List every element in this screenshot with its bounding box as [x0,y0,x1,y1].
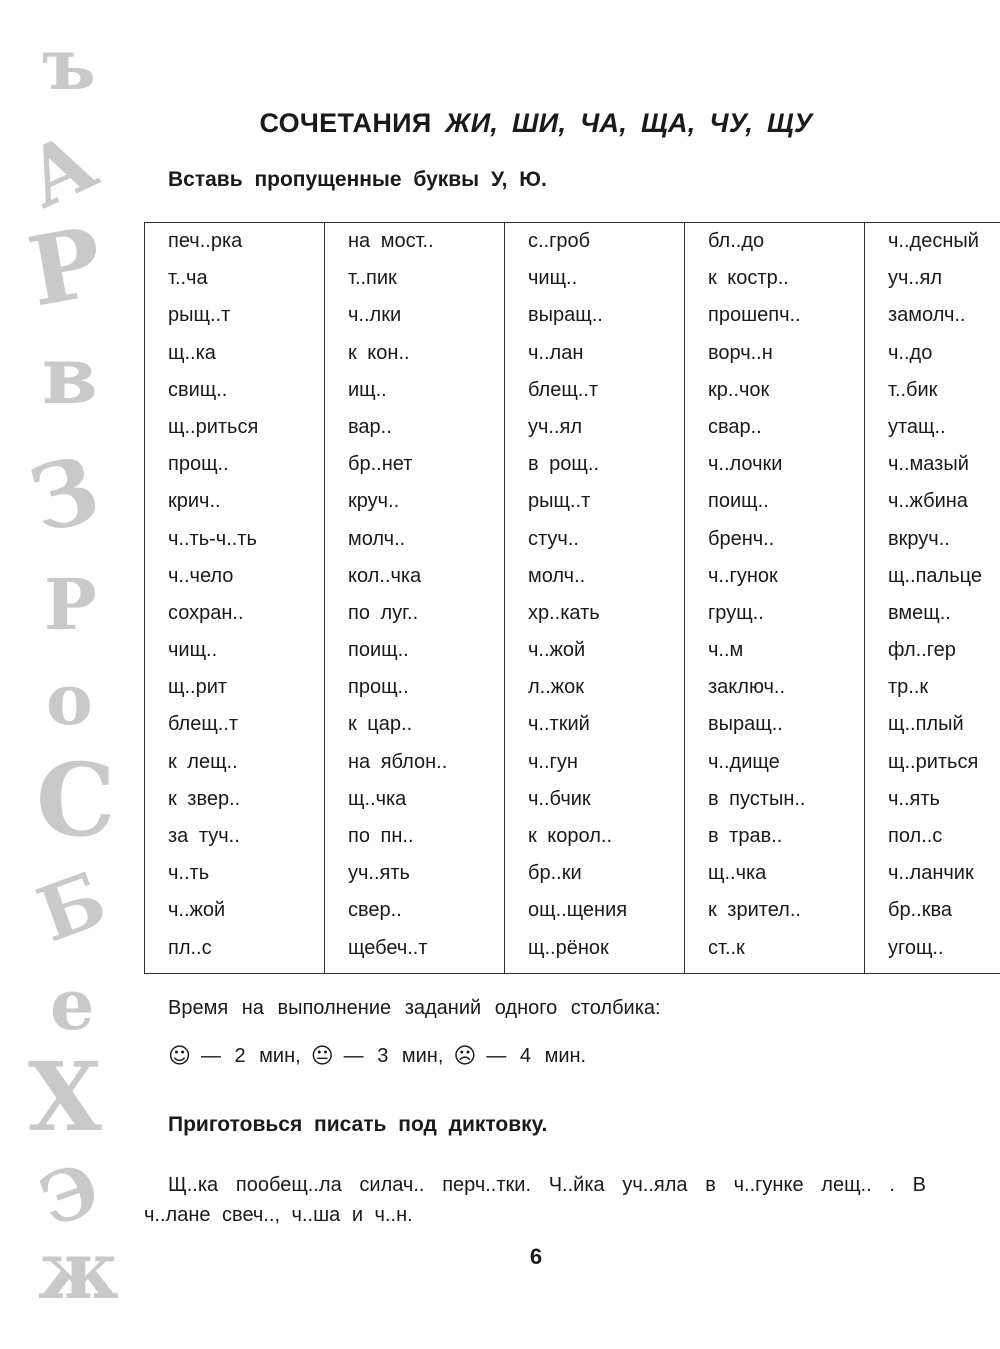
word-item: круч.. [348,490,400,513]
word-item: бр..ква [888,899,952,922]
word-item: прощ.. [348,676,409,699]
word-item: угощ.. [888,936,944,959]
word-item: ч..ть-ч..ть [168,527,257,550]
word-item: щ..риться [168,415,259,438]
word-item: ч..лки [348,304,402,327]
side-letter: ж [38,1223,119,1317]
word-item: сохран.. [168,601,244,624]
word-item: выращ.. [528,304,603,327]
word-column-4 [685,223,865,974]
time-value: — 4 мин. [486,1045,587,1067]
word-item: ч..ткий [528,713,590,736]
word-item: т..пик [348,267,397,290]
title-combo: ЧА, [580,108,628,138]
word-item: ч..ть [168,862,210,885]
word-item: поищ.. [348,639,409,662]
word-item: к корол.. [528,825,612,847]
word-item: рыщ..т [168,304,231,327]
exercise-instruction: Вставь пропущенные буквы У, Ю. [168,168,547,191]
word-item: к цар.. [348,713,413,736]
word-item: к костр.. [708,267,789,290]
word-item: чищ.. [168,639,218,662]
word-column-2 [325,223,505,974]
word-item: ч..жой [168,899,226,922]
dictation-heading: Приготовься писать под диктовку. [168,1113,548,1136]
word-item: с..гроб [528,230,591,252]
word-item: уч..ял [888,267,943,290]
smile-face-icon: ☺ [168,1044,191,1069]
word-item: ч..м [708,639,744,662]
word-item: блещ..т [528,378,599,401]
word-item: щ..пальце [888,564,982,587]
title-combo: ЖИ, [445,108,499,138]
word-item: выращ.. [708,713,783,736]
word-item: молч.. [348,527,406,550]
page-number: 6 [529,1244,543,1269]
word-item: уч..ять [348,862,410,885]
word-item: в рощ.. [528,453,599,476]
side-letter: Р [20,206,111,329]
word-item: бр..ки [528,862,582,885]
side-letter: А [11,113,110,227]
word-item: ч..мазый [888,453,969,476]
word-item: бренч.. [708,527,775,550]
side-letter: е [50,963,95,1046]
word-item: рыщ..т [528,490,591,513]
side-letter: З [19,435,110,555]
decorative-alphabet [11,23,130,1320]
word-item: ч..жой [528,639,586,662]
word-item: к кон.. [348,341,410,364]
title-combo: ШИ, [512,108,567,138]
word-item: вмещ.. [888,601,951,624]
word-item: замолч.. [888,304,966,327]
side-letter: о [46,658,93,741]
word-column-1 [145,223,325,974]
word-item: утащ.. [888,415,946,438]
word-item: щебеч..т [348,936,428,959]
word-item: щ..рёнок [528,936,609,959]
word-item: блещ..т [168,713,239,736]
word-item: свар.. [708,415,762,438]
word-item: заключ.. [708,676,786,699]
word-item: стуч.. [528,527,579,550]
word-item: щ..чка [708,862,767,885]
word-item: вар.. [348,415,392,438]
side-letter: ъ [42,23,96,106]
word-item: т..ча [168,267,208,290]
word-item: грущ.. [708,601,764,624]
side-letter: Э [29,1146,111,1244]
word-item: на яблон.. [348,750,448,773]
word-item: в пустын.. [708,787,806,810]
word-column-3 [505,223,685,974]
word-item: крич.. [168,490,221,513]
word-item: кол..чка [348,564,422,587]
neutral-face-icon: 😐 [310,1044,334,1069]
word-item: ч..десный [888,230,979,252]
word-item: щ..плый [888,713,964,736]
word-column-5 [865,223,1000,974]
title-combo: ЧУ, [709,108,754,138]
word-item: свер.. [348,899,402,922]
word-item: ч..ять [888,787,940,810]
time-value: — 2 мин, [200,1045,301,1067]
word-item: ощ..щения [528,899,628,922]
word-item: прощ.. [168,453,229,476]
word-item: ч..жбина [888,490,968,513]
word-item: поищ.. [708,490,769,513]
word-item: ч..до [888,341,933,364]
word-item: вкруч.. [888,527,950,550]
time-value: — 3 мин, [343,1045,444,1067]
side-letter: Р [44,563,97,646]
title-combo: ЩА, [640,108,696,138]
word-item: пол..с [888,825,943,847]
word-item: молч.. [528,564,586,587]
word-item: чищ.. [528,267,578,290]
word-item: ч..гунок [708,564,778,587]
side-letter: Б [26,854,118,960]
word-item: кр..чок [708,378,770,401]
word-item: щ..рит [168,676,228,699]
side-letter: С [36,741,116,859]
page-title [0,108,1000,139]
word-item: прошепч.. [708,304,801,327]
word-item: щ..риться [888,750,979,773]
word-item: ч..гун [528,750,578,773]
word-item: по пн.. [348,825,414,847]
word-item: к лещ.. [168,750,238,773]
word-table [144,222,1000,974]
word-item: ч..бчик [528,787,591,810]
title-prefix: СОЧЕТАНИЯ [259,108,432,138]
side-letter: Х [28,1042,102,1153]
word-item: щ..чка [348,787,407,810]
word-item: ч..ланчик [888,862,974,885]
word-item: по луг.. [348,601,419,624]
sad-face-icon: ☹ [453,1044,477,1069]
word-item: ч..лан [528,341,584,364]
word-item: тр..к [888,676,929,699]
word-item: пл..с [168,936,212,959]
word-item: бл..до [708,230,765,252]
word-item: ч..лочки [708,453,783,476]
word-item: за туч.. [168,825,240,847]
word-item: ищ.. [348,378,387,401]
word-item: в трав.. [708,825,783,847]
word-item: на мост.. [348,230,434,252]
dictation-text: Щ..ка пообещ..ла силач.. перч..тки. Ч..йка уч..яла в ч..гунке лещ.. . В ч..лане свеч.., ч..ша и ч..н. [144,1174,926,1226]
word-item: ст..к [708,936,745,959]
side-letter: в [42,328,98,422]
time-options [168,1044,596,1069]
word-item: ч..чело [168,564,234,587]
word-item: свищ.. [168,378,228,401]
word-item: печ..рка [168,230,243,252]
word-item: фл..гер [888,639,956,662]
word-item: ч..дище [708,750,780,773]
word-item: л..жок [528,676,585,699]
word-item: т..бик [888,378,938,401]
time-instruction: Время на выполнение заданий одного столбика: [168,997,661,1019]
word-item: к зрител.. [708,899,801,922]
word-item: щ..ка [168,341,216,364]
title-combo: ЩУ [766,108,813,138]
word-item: бр..нет [348,453,413,476]
word-item: хр..кать [528,601,600,624]
word-item: к звер.. [168,787,241,810]
word-item: ворч..н [708,341,773,364]
word-item: уч..ял [528,415,583,438]
